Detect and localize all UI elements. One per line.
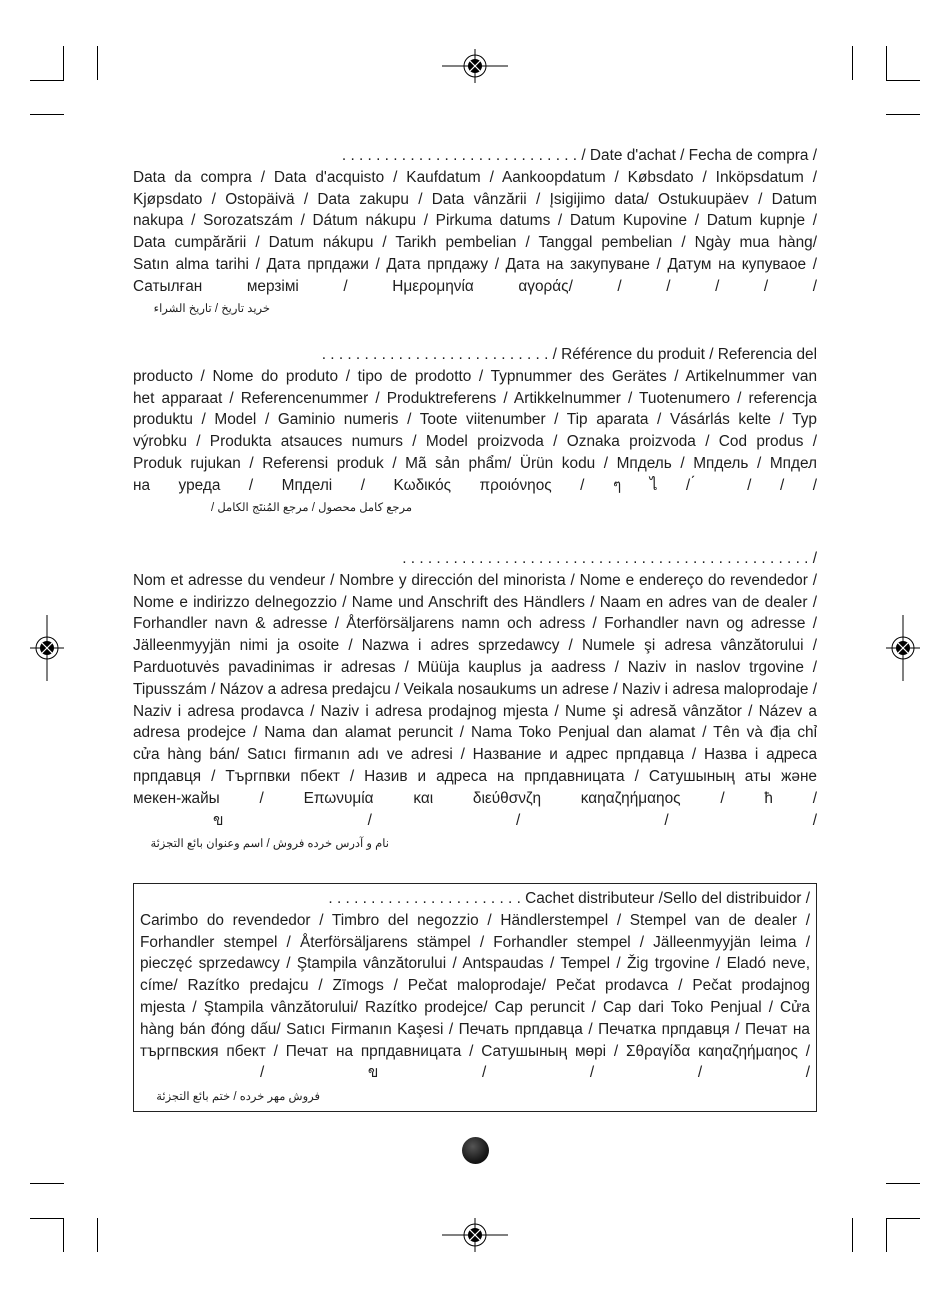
- crop-mark: [886, 1183, 920, 1184]
- stamp-line: . . . . . . . . . . . . . . . . . . . . . . . Cachet distributeur /Sello del distribuidor /: [328, 890, 810, 907]
- crop-mark: [886, 80, 920, 81]
- purchase-date-line: Data cumpărării / Datum nákupu / Tarikh pembelian / Tanggal pembelian / Ngày mua hàng/: [133, 234, 817, 252]
- crop-mark: [30, 114, 64, 115]
- stamp-line: / ข / / / /: [260, 1064, 810, 1082]
- purchase-date-section: [133, 145, 817, 320]
- stamp-line: pieczęć sprzedawcy / Ştampila vânzătorului / Antspaudas / Tempel / Žig trgovine / Eladó neve,: [140, 955, 810, 973]
- retailer-line: Forhandler navn & adresse / Återförsäljarens namn och adress / Forhandler navn og adresse /: [133, 615, 817, 633]
- product-reference-arabic: مرجع كامل محصول / مرجع المُنتَج الكامل /: [210, 501, 412, 514]
- registration-mark-icon: [886, 615, 920, 681]
- purchase-date-line: Data da compra / Data d'acquisto / Kaufdatum / Aankoopdatum / Købsdato / Inköpsdatum /: [133, 168, 817, 186]
- crop-mark: [886, 1218, 887, 1252]
- crop-mark: [886, 114, 920, 115]
- purchase-date-line: nakupa / Sorozatszám / Dátum nákupu / Pirkuma datums / Datum Kupovine / Datum kupnje /: [133, 212, 817, 230]
- crop-mark: [886, 46, 887, 80]
- product-reference-line: на уреда / Мпделі / Κωδικός προιόνηος / ๆ ไ / ́ / / /: [133, 476, 817, 494]
- registration-mark-icon: [30, 615, 64, 681]
- registration-mark-icon: [442, 49, 508, 83]
- stamp-line: търгпвския пбект / Печат на прпдавницата / Сатушының мөрі / Σθραγίδα καηαζηήμαηος /: [140, 1042, 810, 1060]
- retailer-arabic: نام و آدرس خرده فروش / اسم وعنوان بائع التجزئة: [150, 838, 389, 851]
- crop-mark: [852, 46, 853, 80]
- registration-mark-icon: [442, 1218, 508, 1252]
- stamp-arabic: فروش مهر خرده / ختم بائع التجزئة: [156, 1091, 320, 1104]
- purchase-date-arabic: خريد تاريخ / تاريخ الشراء: [153, 302, 270, 315]
- crop-mark: [852, 1218, 853, 1252]
- product-reference-line: producto / Nome do produto / tipo de prodotto / Typnummer des Gerätes / Artikelnummer van: [133, 367, 817, 385]
- crop-mark: [63, 1218, 64, 1252]
- purchase-date-line: . . . . . . . . . . . . . . . . . . . . . . . . . . . . / Date d'achat / Fecha de compra /: [341, 147, 817, 164]
- retailer-line: cửa hàng bán/ Satıcı firmanın adı ve adresi / Название и адрес прпдавца / Назва і адреса: [133, 746, 817, 764]
- retailer-line: Jälleenmyyjän nimi ja osoite / Nazwa i adres sprzedawcy / Numele şi adresa vânzătorului /: [133, 637, 817, 655]
- product-reference-line: produktu / Model / Gaminio numeris / Toote viitenumber / Tip aparata / Vásárlás kelte / Typ: [133, 411, 817, 429]
- retailer-line: . . . . . . . . . . . . . . . . . . . . . . . . . . . . . . . . . . . . . . . . . . . . . . . . /: [402, 550, 817, 567]
- retailer-line: мекен-жайы / Επωνυμία και διεύθσνζη καηαζηήμαηος / ħ /: [133, 789, 817, 807]
- crop-mark: [63, 46, 64, 80]
- retailer-line: adresa prodejce / Nama dan alamat peruncit / Nama Toko Penjual dan alamat / Tên và địa chỉ: [133, 724, 817, 742]
- crop-mark: [97, 1218, 98, 1252]
- product-reference-section: [133, 344, 817, 519]
- purchase-date-line: Сатылған мерзімі / Ημερομηνία αγοράς/ / / / / /: [133, 277, 817, 295]
- stamp-line: Carimbo do revendedor / Timbro del negozzio / Händlerstempel / Stempel van de dealer /: [140, 911, 810, 929]
- retailer-section: [133, 548, 817, 855]
- retailer-line: ข / / / /: [213, 811, 817, 829]
- retailer-line: Nom et adresse du vendeur / Nombre y dirección del minorista / Nome e endereço do revendedor /: [133, 571, 817, 589]
- crop-mark: [886, 1218, 920, 1219]
- stamp-line: hàng bán đóng dấu/ Satıcı Firmanın Kaşesi / Печать прпдавца / Печатка прпдавця / Печат на: [140, 1020, 810, 1038]
- purchase-date-line: Kjøpsdato / Ostopäivä / Data zakupu / Data vânzării / Įsigijimo data/ Ostukuupäev / Datum: [133, 190, 817, 208]
- stamp-line: mjesta / Ştampila vânzătorului/ Razítko prodejce/ Cap peruncit / Cap dari Toko Penjual / Cửa: [140, 998, 810, 1016]
- crop-mark: [30, 80, 64, 81]
- crop-mark: [97, 46, 98, 80]
- product-reference-line: het apparaat / Referencenummer / Produktreferens / Artikkelnummer / Tuotenumero / referencja: [133, 389, 817, 407]
- stamp-line: címe/ Razítko predajcu / Zīmogs / Pečat maloprodaje/ Pečat prodavca / Pečat prodajnog: [140, 977, 810, 995]
- stamp-line: Forhandler stempel / Återförsäljarens stämpel / Forhandler stempel / Jälleenmyyjän leima /: [140, 933, 810, 951]
- retailer-line: прпдавця / Търгпвки пбект / Назив и адреса на прпдавницата / Сатушының аты және: [133, 767, 817, 785]
- page-marker-icon: [462, 1137, 489, 1164]
- product-reference-line: Produk rujukan / Referensi produk / Mã sản phẩm/ Ürün kodu / Мпдель / Мпдель / Мпдел: [133, 454, 817, 472]
- retailer-line: Naziv i adresa prodavca / Naziv i adresa prodajnog mjesta / Nume şi adresă vânzător / Název a: [133, 702, 817, 720]
- retailer-line: Tipusszám / Názov a adresa predajcu / Veikala nosaukums un adrese / Naziv i adresa maloprodaje /: [133, 680, 817, 698]
- purchase-date-line: Satın alma tarihi / Дата прпдажи / Дата прпдажу / Дата на закупуване / Датум на купуваое /: [133, 255, 817, 273]
- product-reference-line: . . . . . . . . . . . . . . . . . . . . . . . . . . . / Référence du produit / Referencia del: [321, 346, 817, 363]
- retailer-line: Nome e indirizzo delnegozzio / Name und Anschrift des Händlers / Naam en adres van de dealer /: [133, 593, 817, 611]
- retailer-stamp-box: [133, 883, 817, 1112]
- crop-mark: [30, 1218, 64, 1219]
- retailer-line: Parduotuvės pavadinimas ir adresas / Müüja kauplus ja aadress / Naziv in naslov trgovine /: [133, 658, 817, 676]
- crop-mark: [30, 1183, 64, 1184]
- product-reference-line: výrobku / Produkta atsauces numurs / Model proizvoda / Oznaka proizvoda / Cod produs /: [133, 433, 817, 451]
